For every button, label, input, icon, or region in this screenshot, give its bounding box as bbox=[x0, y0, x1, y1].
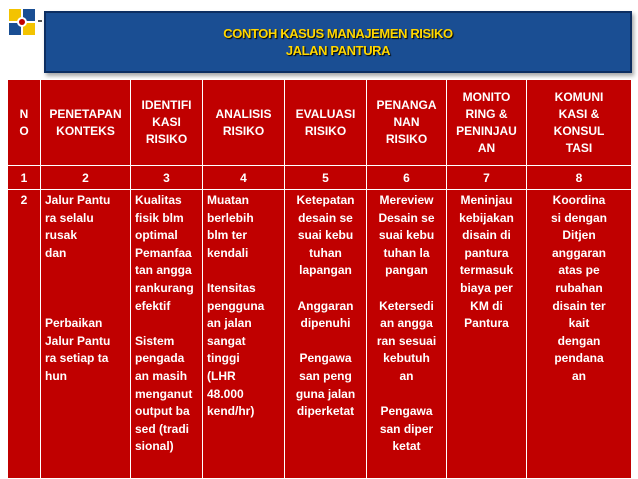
header-text-line: KASI & bbox=[558, 106, 600, 121]
column-number: 6 bbox=[367, 166, 447, 190]
cell-text-line: kait bbox=[568, 316, 590, 331]
cell-text-line: Pengawa bbox=[299, 351, 352, 366]
cell-text-line: efektif bbox=[135, 298, 171, 313]
cell-no: 2 bbox=[8, 190, 41, 479]
header-text-line: PENANGA bbox=[376, 98, 437, 112]
title-banner bbox=[44, 11, 632, 73]
logo-divider bbox=[38, 20, 42, 22]
cell-text-line: pendana bbox=[554, 351, 604, 366]
header-monitoring-peninjauan bbox=[447, 80, 527, 166]
cell-text-line: atas pe bbox=[558, 263, 600, 278]
pu-logo-icon bbox=[8, 8, 36, 38]
header-text-line: TASI bbox=[565, 140, 593, 155]
cell-text-line: pangan bbox=[385, 263, 428, 278]
title-line-1: CONTOH KASUS MANAJEMEN RISIKO bbox=[223, 26, 453, 41]
cell-text-line: Pemanfaa bbox=[135, 245, 192, 260]
cell-text-line: Pantura bbox=[464, 316, 509, 331]
cell-identifikasi-risiko bbox=[131, 190, 203, 479]
cell-text-line: berlebih bbox=[207, 210, 254, 225]
cell-text-line: dengan bbox=[557, 333, 601, 348]
cell-text-line: Itensitas bbox=[207, 280, 256, 295]
cell-komunikasi-konsultasi bbox=[527, 190, 632, 479]
cell-penetapan-konteks bbox=[41, 190, 131, 479]
cell-text-line: tinggi bbox=[207, 351, 240, 366]
header-penanganan-risiko bbox=[367, 80, 447, 166]
number-row bbox=[8, 166, 632, 190]
column-number: 7 bbox=[447, 166, 527, 190]
column-number: 8 bbox=[527, 166, 632, 190]
cell-text-line bbox=[289, 333, 362, 351]
cell-text-line: tuhan bbox=[309, 245, 342, 260]
cell-text-line: Jalur Pantu bbox=[45, 193, 111, 207]
header-text-line: KOMUNI bbox=[554, 89, 604, 104]
cell-monitoring-peninjauan bbox=[447, 190, 527, 479]
cell-analisis-risiko bbox=[203, 190, 285, 479]
cell-text-line: tan angga bbox=[135, 263, 192, 278]
cell-text-line: Pengawa bbox=[380, 404, 433, 419]
cell-text-line: an angga bbox=[380, 316, 433, 331]
cell-text-line: disain di bbox=[462, 228, 511, 243]
risk-management-table bbox=[7, 79, 632, 479]
column-number: 4 bbox=[203, 166, 285, 190]
cell-text-line: biaya per bbox=[460, 280, 513, 295]
cell-text-line: Sistem bbox=[135, 333, 175, 348]
column-number: 1 bbox=[8, 166, 41, 190]
cell-text-line: termasuk bbox=[459, 263, 514, 278]
cell-text-line: diperketat bbox=[296, 404, 355, 419]
cell-text-line: Anggaran bbox=[297, 298, 354, 313]
header-row bbox=[8, 80, 632, 166]
cell-text-line: hun bbox=[45, 368, 67, 383]
cell-text-line: ketat bbox=[392, 439, 421, 454]
cell-text-line: guna jalan bbox=[295, 386, 356, 401]
header-text-line: MONITO bbox=[462, 89, 511, 104]
cell-text-line: blm ter bbox=[207, 228, 248, 243]
cell-text-line: output ba bbox=[135, 404, 190, 419]
header-text-line: PENINJAU bbox=[456, 123, 517, 138]
header-text-line: O bbox=[19, 123, 29, 138]
header-text-line: KONSUL bbox=[553, 123, 605, 138]
header-text-line: RING & bbox=[465, 106, 508, 121]
header-text-line: NAN bbox=[393, 115, 420, 129]
cell-text-line: sed (tradi bbox=[135, 421, 190, 436]
column-number: 2 bbox=[41, 166, 131, 190]
header-text-line: KONTEKS bbox=[56, 123, 115, 138]
cell-penanganan-risiko bbox=[367, 190, 447, 479]
cell-text-line: Mereview bbox=[379, 193, 434, 207]
cell-text-line: Koordina bbox=[552, 193, 606, 207]
cell-text-line: Ketersedi bbox=[379, 298, 434, 313]
title-line-2: JALAN PANTURA bbox=[285, 43, 391, 58]
cell-text-line: an masih bbox=[135, 368, 188, 383]
cell-text-line: rusak bbox=[45, 228, 78, 243]
header-text-line: RISIKO bbox=[304, 123, 347, 138]
cell-text-line: optimal bbox=[135, 228, 178, 243]
cell-text-line: desain se bbox=[298, 210, 353, 225]
cell-text-line: anggaran bbox=[551, 245, 606, 260]
header-text-line: RISIKO bbox=[385, 132, 428, 146]
cell-text-line: kebijakan bbox=[459, 210, 514, 225]
header-text-line: IDENTIFI bbox=[141, 98, 192, 112]
column-number: 3 bbox=[131, 166, 203, 190]
cell-text-line: kebutuh bbox=[383, 351, 430, 366]
column-number: 5 bbox=[285, 166, 367, 190]
cell-text-line bbox=[289, 280, 362, 298]
header-text-line: AN bbox=[477, 140, 496, 155]
cell-text-line: suai kebu bbox=[378, 228, 435, 243]
cell-text-line: Perbaikan bbox=[45, 316, 103, 331]
cell-text-line: pantura bbox=[464, 245, 509, 260]
header-komunikasi-konsultasi bbox=[527, 80, 632, 166]
cell-text-line: tuhan la bbox=[383, 245, 430, 260]
header-text-line: EVALUASI bbox=[295, 106, 356, 121]
cell-text-line: dan bbox=[45, 245, 67, 260]
cell-text-line bbox=[371, 280, 442, 298]
cell-text-line: an jalan bbox=[207, 316, 252, 331]
cell-text-line: rubahan bbox=[555, 280, 603, 295]
cell-text-line: menganut bbox=[135, 386, 193, 401]
cell-text-line bbox=[135, 315, 198, 333]
cell-text-line: Meninjau bbox=[460, 193, 513, 207]
header-no bbox=[8, 80, 41, 166]
cell-text-line: pengada bbox=[135, 351, 185, 366]
header-text-line: RISIKO bbox=[222, 123, 265, 138]
cell-text-line: an bbox=[399, 368, 414, 383]
cell-text-line bbox=[45, 280, 126, 298]
cell-text-line: san diper bbox=[379, 421, 434, 436]
cell-text-line: san peng bbox=[299, 368, 352, 383]
cell-text-line: suai kebu bbox=[297, 228, 354, 243]
cell-text-line: Desain se bbox=[378, 210, 435, 225]
header-analisis-risiko bbox=[203, 80, 285, 166]
table-row bbox=[8, 190, 632, 479]
cell-text-line: kend/hr) bbox=[207, 404, 255, 419]
cell-text-line: ra selalu bbox=[45, 210, 94, 225]
header-identifikasi-risiko bbox=[131, 80, 203, 166]
cell-text-line: si dengan bbox=[550, 210, 607, 225]
cell-text-line: Ditjen bbox=[562, 228, 596, 243]
cell-text-line: kendali bbox=[207, 245, 249, 260]
cell-text-line: Jalur Pantu bbox=[45, 333, 111, 348]
header-text-line: PENETAPAN bbox=[49, 106, 122, 121]
header-text-line: ANALISIS bbox=[215, 106, 272, 121]
cell-text-line bbox=[207, 262, 280, 280]
cell-evaluasi-risiko bbox=[285, 190, 367, 479]
cell-text-line: lapangan bbox=[299, 263, 352, 278]
header-text-line: RISIKO bbox=[145, 132, 188, 146]
cell-text-line: Ketepatan bbox=[296, 193, 355, 207]
cell-text-line: pengguna bbox=[207, 298, 265, 313]
cell-text-line: disain ter bbox=[552, 298, 606, 313]
header-evaluasi-risiko bbox=[285, 80, 367, 166]
cell-text-line: Muatan bbox=[207, 193, 249, 207]
cell-text-line: (LHR bbox=[207, 368, 236, 383]
cell-text-line: sional) bbox=[135, 439, 174, 454]
cell-text-line bbox=[45, 298, 126, 316]
cell-text-line: fisik blm bbox=[135, 210, 184, 225]
cell-text-line: rankurang bbox=[135, 280, 194, 295]
cell-text-line: ra setiap ta bbox=[45, 351, 109, 366]
cell-text-line: 48.000 bbox=[207, 386, 244, 401]
cell-text-line: ran sesuai bbox=[376, 333, 437, 348]
cell-text-line: Kualitas bbox=[135, 193, 182, 207]
header-text-line: KASI bbox=[152, 115, 181, 129]
cell-text-line bbox=[45, 262, 126, 280]
cell-text-line: an bbox=[571, 368, 586, 383]
cell-text-line: sangat bbox=[207, 333, 246, 348]
cell-text-line bbox=[371, 386, 442, 404]
header-text-line: N bbox=[19, 106, 29, 121]
cell-text-line: dipenuhi bbox=[300, 316, 351, 331]
cell-text-line: KM di bbox=[470, 298, 503, 313]
header-penetapan-konteks bbox=[41, 80, 131, 166]
